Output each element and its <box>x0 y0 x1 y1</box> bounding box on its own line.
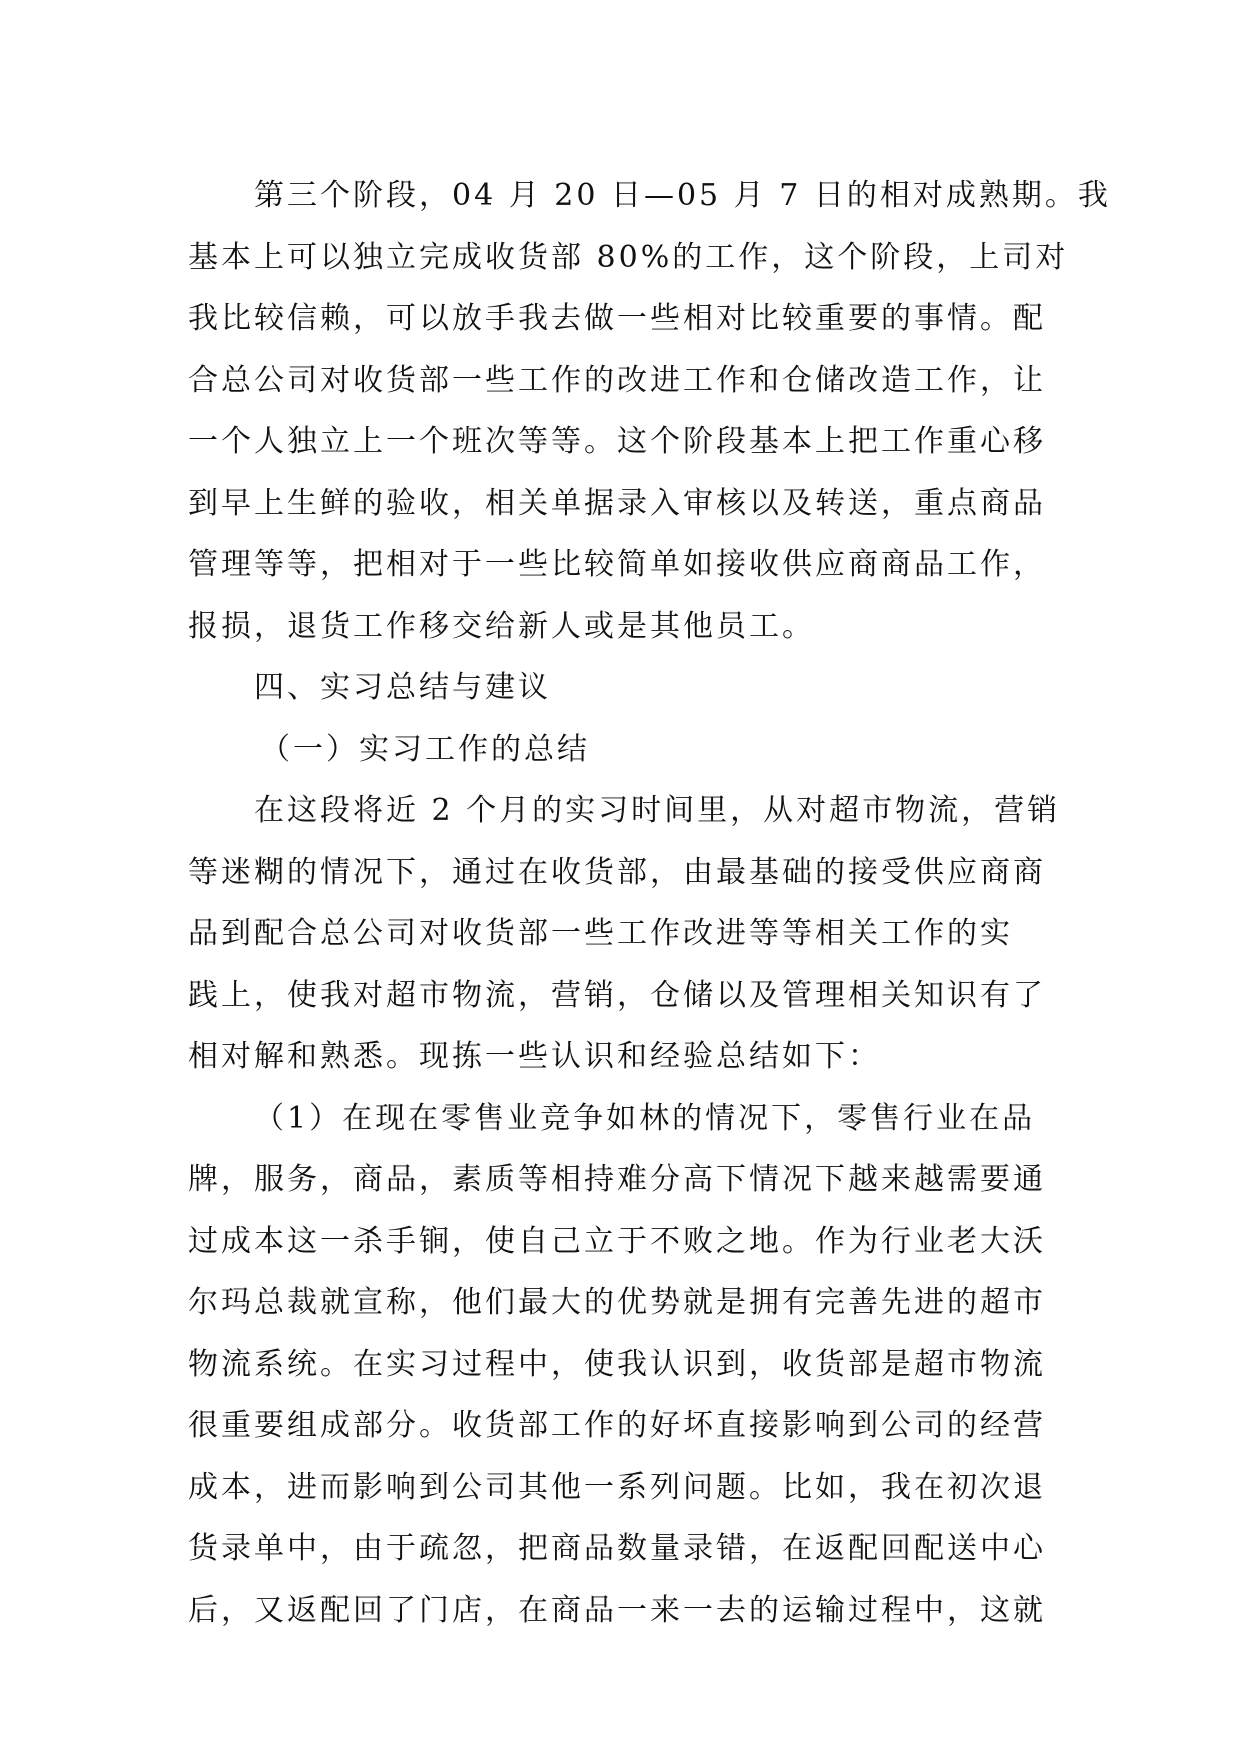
section-heading: 四、实习总结与建议 <box>254 670 551 705</box>
text-line: （1）在现在零售业竞争如林的情况下，零售行业在品 <box>254 1100 1036 1136</box>
subsection-heading: （一）实习工作的总结 <box>260 731 590 767</box>
text-line: 牌，服务，商品，素质等相持难分高下情况下越来越需要通 <box>188 1162 1046 1197</box>
text-line: 第三个阶段，04 月 20 日—05 月 7 日的相对成熟期。我 <box>254 178 1111 213</box>
text-line: 践上，使我对超市物流，营销，仓储以及管理相关知识有了 <box>188 977 1046 1013</box>
text-line: 后，又返配回了门店，在商品一来一去的运输过程中，这就 <box>188 1592 1046 1628</box>
text-line: 在这段将近 2 个月的实习时间里，从对超市物流，营销 <box>254 793 1061 828</box>
text-line: 品到配合总公司对收货部一些工作改进等等相关工作的实 <box>188 916 1013 951</box>
text-line: 过成本这一杀手锏，使自己立于不败之地。作为行业老大沃 <box>188 1223 1046 1259</box>
text-line: 管理等等，把相对于一些比较简单如接收供应商商品工作， <box>188 547 1046 582</box>
text-line: 货录单中，由于疏忽，把商品数量录错，在返配回配送中心 <box>188 1531 1046 1566</box>
text-line: 尔玛总裁就宣称，他们最大的优势就是拥有完善先进的超市 <box>188 1285 1046 1320</box>
text-line: 相对解和熟悉。现拣一些认识和经验总结如下： <box>188 1039 881 1074</box>
text-line: 报损，退货工作移交给新人或是其他员工。 <box>188 608 815 644</box>
text-line: 等迷糊的情况下，通过在收货部，由最基础的接受供应商商 <box>188 854 1046 890</box>
text-line: 很重要组成部分。收货部工作的好坏直接影响到公司的经营 <box>188 1408 1046 1443</box>
text-line: 我比较信赖，可以放手我去做一些相对比较重要的事情。配 <box>188 301 1046 336</box>
document-page <box>188 165 1111 1641</box>
text-line: 一个人独立上一个班次等等。这个阶段基本上把工作重心移 <box>188 424 1046 459</box>
text-line: 基本上可以独立完成收货部 80%的工作，这个阶段，上司对 <box>188 239 1069 275</box>
text-line: 成本，进而影响到公司其他一系列问题。比如，我在初次退 <box>188 1469 1046 1505</box>
text-line: 物流系统。在实习过程中，使我认识到，收货部是超市物流 <box>188 1346 1046 1382</box>
text-line: 到早上生鲜的验收，相关单据录入审核以及转送，重点商品 <box>188 485 1046 521</box>
text-line: 合总公司对收货部一些工作的改进工作和仓储改造工作，让 <box>188 362 1046 398</box>
